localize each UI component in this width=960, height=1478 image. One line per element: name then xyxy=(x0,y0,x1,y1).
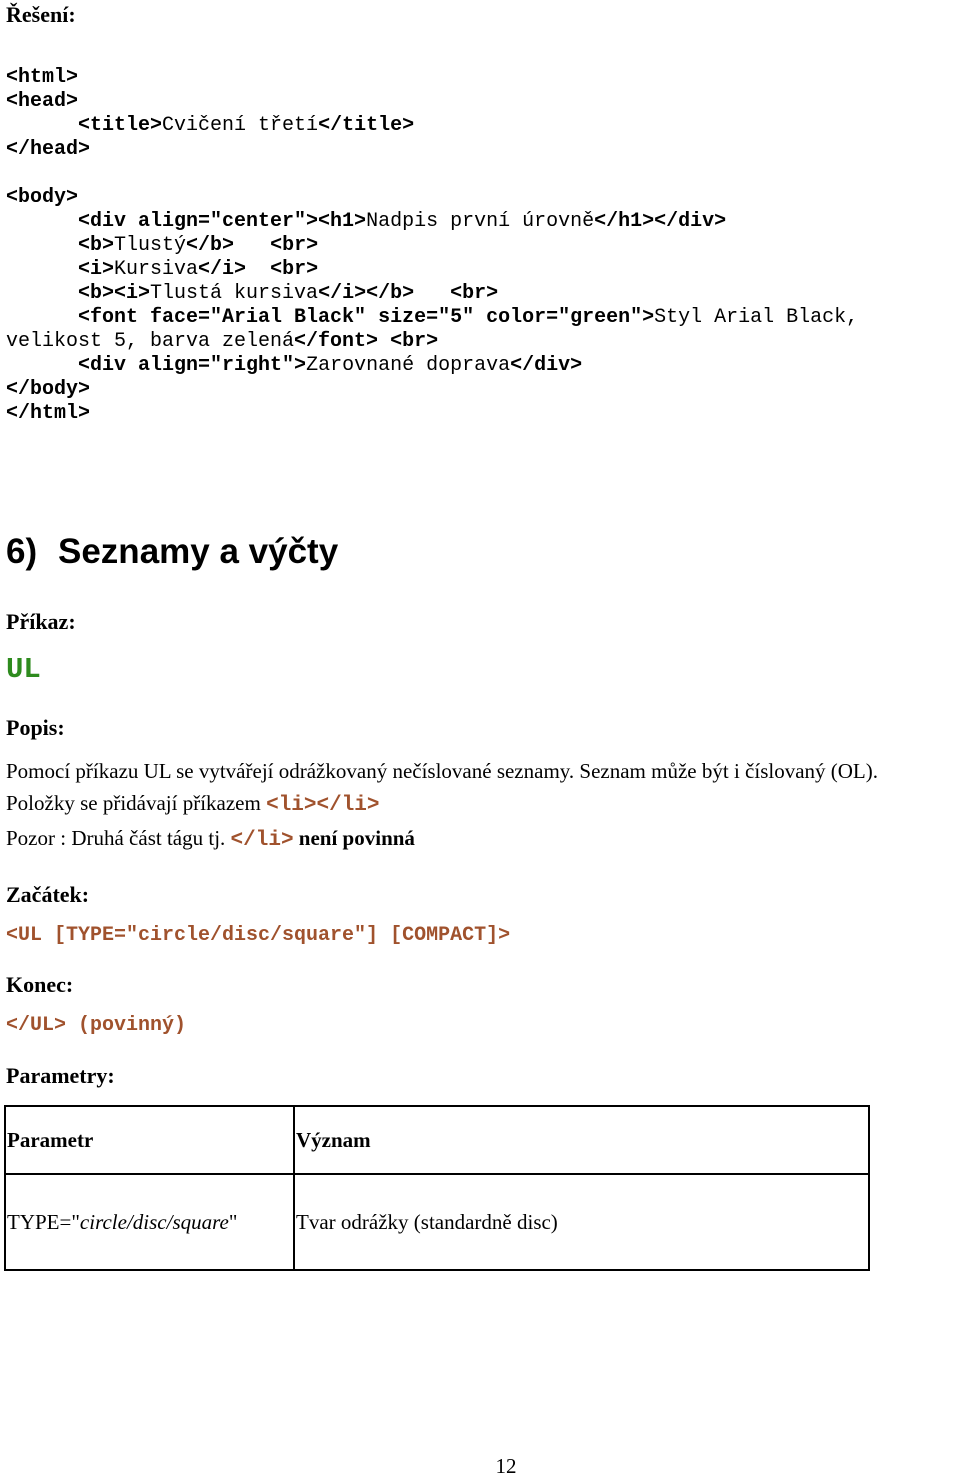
parameters-table xyxy=(4,1105,870,1271)
cell-meaning: Tvar odrážky (standardně disc) xyxy=(294,1174,869,1270)
code-text xyxy=(6,282,78,305)
command-label: Příkaz: xyxy=(6,609,76,634)
code-tag: <html> xyxy=(6,66,79,89)
code-tag: </html> xyxy=(6,402,91,425)
code-text xyxy=(6,306,78,329)
code-tag: </head> xyxy=(6,138,91,161)
start-syntax: <UL [TYPE="circle/disc/square"] [COMPACT]> xyxy=(6,924,511,947)
code-tag: </i> xyxy=(198,258,247,281)
code-line xyxy=(6,354,582,377)
code-tag: </font> xyxy=(294,330,379,353)
code-line xyxy=(6,282,498,305)
code-text xyxy=(246,258,270,281)
section-number: 6) xyxy=(6,532,38,571)
code-tag: </h1></div> xyxy=(594,210,727,233)
code-line xyxy=(6,234,318,257)
code-text: Zarovnané doprava xyxy=(306,354,511,377)
code-tag: </div> xyxy=(510,354,583,377)
code-tag: <font face="Arial Black" size="5" color="green"> xyxy=(78,306,655,329)
param-prefix: TYPE=" xyxy=(7,1209,80,1234)
description-line-2 xyxy=(6,790,380,819)
code-tag: </i></b> xyxy=(318,282,415,305)
section-heading xyxy=(6,530,338,574)
code-line xyxy=(6,306,858,329)
code-tag: <head> xyxy=(6,90,79,113)
code-text xyxy=(378,330,390,353)
param-suffix: " xyxy=(228,1209,238,1234)
code-line xyxy=(6,402,90,425)
code-text xyxy=(6,258,78,281)
code-text: Tlustá kursiva xyxy=(150,282,319,305)
code-text: Styl Arial Black, xyxy=(654,306,859,329)
code-text xyxy=(6,210,78,233)
code-tag: <b><i> xyxy=(78,282,151,305)
code-line xyxy=(6,330,438,353)
code-text: velikost 5, barva zelená xyxy=(6,330,295,353)
description-line-3-text: Pozor : Druhá část tágu tj. xyxy=(6,826,231,850)
code-text xyxy=(234,234,270,257)
code-tag: <div align="right"> xyxy=(78,354,307,377)
solution-label: Řešení: xyxy=(6,2,76,27)
command-name: UL xyxy=(6,653,41,686)
end-syntax: </UL> (povinný) xyxy=(6,1014,187,1037)
end-label: Konec: xyxy=(6,972,74,997)
code-tag: <br> xyxy=(450,282,499,305)
code-text: Cvičení třetí xyxy=(162,114,319,137)
code-tag: <br> xyxy=(390,330,439,353)
start-label: Začátek: xyxy=(6,882,90,907)
code-line xyxy=(6,114,414,137)
cell-parameter xyxy=(5,1174,294,1270)
code-line xyxy=(6,378,90,401)
code-line xyxy=(6,66,78,89)
code-text xyxy=(6,234,78,257)
code-tag: </b> xyxy=(186,234,235,257)
code-line xyxy=(6,258,318,281)
code-tag: <br> xyxy=(270,234,319,257)
li-tag-code: <li></li> xyxy=(266,794,380,817)
page-number: 12 xyxy=(495,1454,517,1478)
description-line-1: Pomocí příkazu UL se vytvářejí odrážkovaný nečíslované seznamy. Seznam může být i číslovaný (OL). xyxy=(6,759,879,783)
table-header-row xyxy=(5,1106,869,1174)
li-close-tag-code: </li> xyxy=(230,829,294,852)
code-text: Kursiva xyxy=(114,258,199,281)
header-cell-meaning: Význam xyxy=(294,1106,869,1174)
code-tag: </body> xyxy=(6,378,91,401)
code-tag: <i> xyxy=(78,258,115,281)
code-tag: <br> xyxy=(270,258,319,281)
description-line-2-text: Položky se přidávají příkazem xyxy=(6,791,267,815)
code-text xyxy=(414,282,450,305)
code-tag: <body> xyxy=(6,186,79,209)
param-values: circle/disc/square xyxy=(79,1209,229,1234)
section-title: Seznamy a výčty xyxy=(58,532,339,571)
code-line xyxy=(6,186,78,209)
code-tag: <div align="center"><h1> xyxy=(78,210,367,233)
code-text xyxy=(6,354,78,377)
description-label: Popis: xyxy=(6,715,65,740)
code-text xyxy=(6,114,78,137)
code-line xyxy=(6,138,90,161)
table-row xyxy=(5,1174,869,1270)
code-tag: </title> xyxy=(318,114,415,137)
not-required-note: není povinná xyxy=(293,826,415,850)
code-tag: <title> xyxy=(78,114,163,137)
code-text: Nadpis první úrovně xyxy=(366,210,595,233)
code-tag: <b> xyxy=(78,234,115,257)
description-line-3 xyxy=(6,825,415,854)
code-text: Tlustý xyxy=(114,234,187,257)
header-cell-parameter: Parametr xyxy=(5,1106,294,1174)
code-line xyxy=(6,210,726,233)
code-listing xyxy=(6,66,858,426)
parameters-label: Parametry: xyxy=(6,1063,115,1088)
code-line xyxy=(6,90,78,113)
